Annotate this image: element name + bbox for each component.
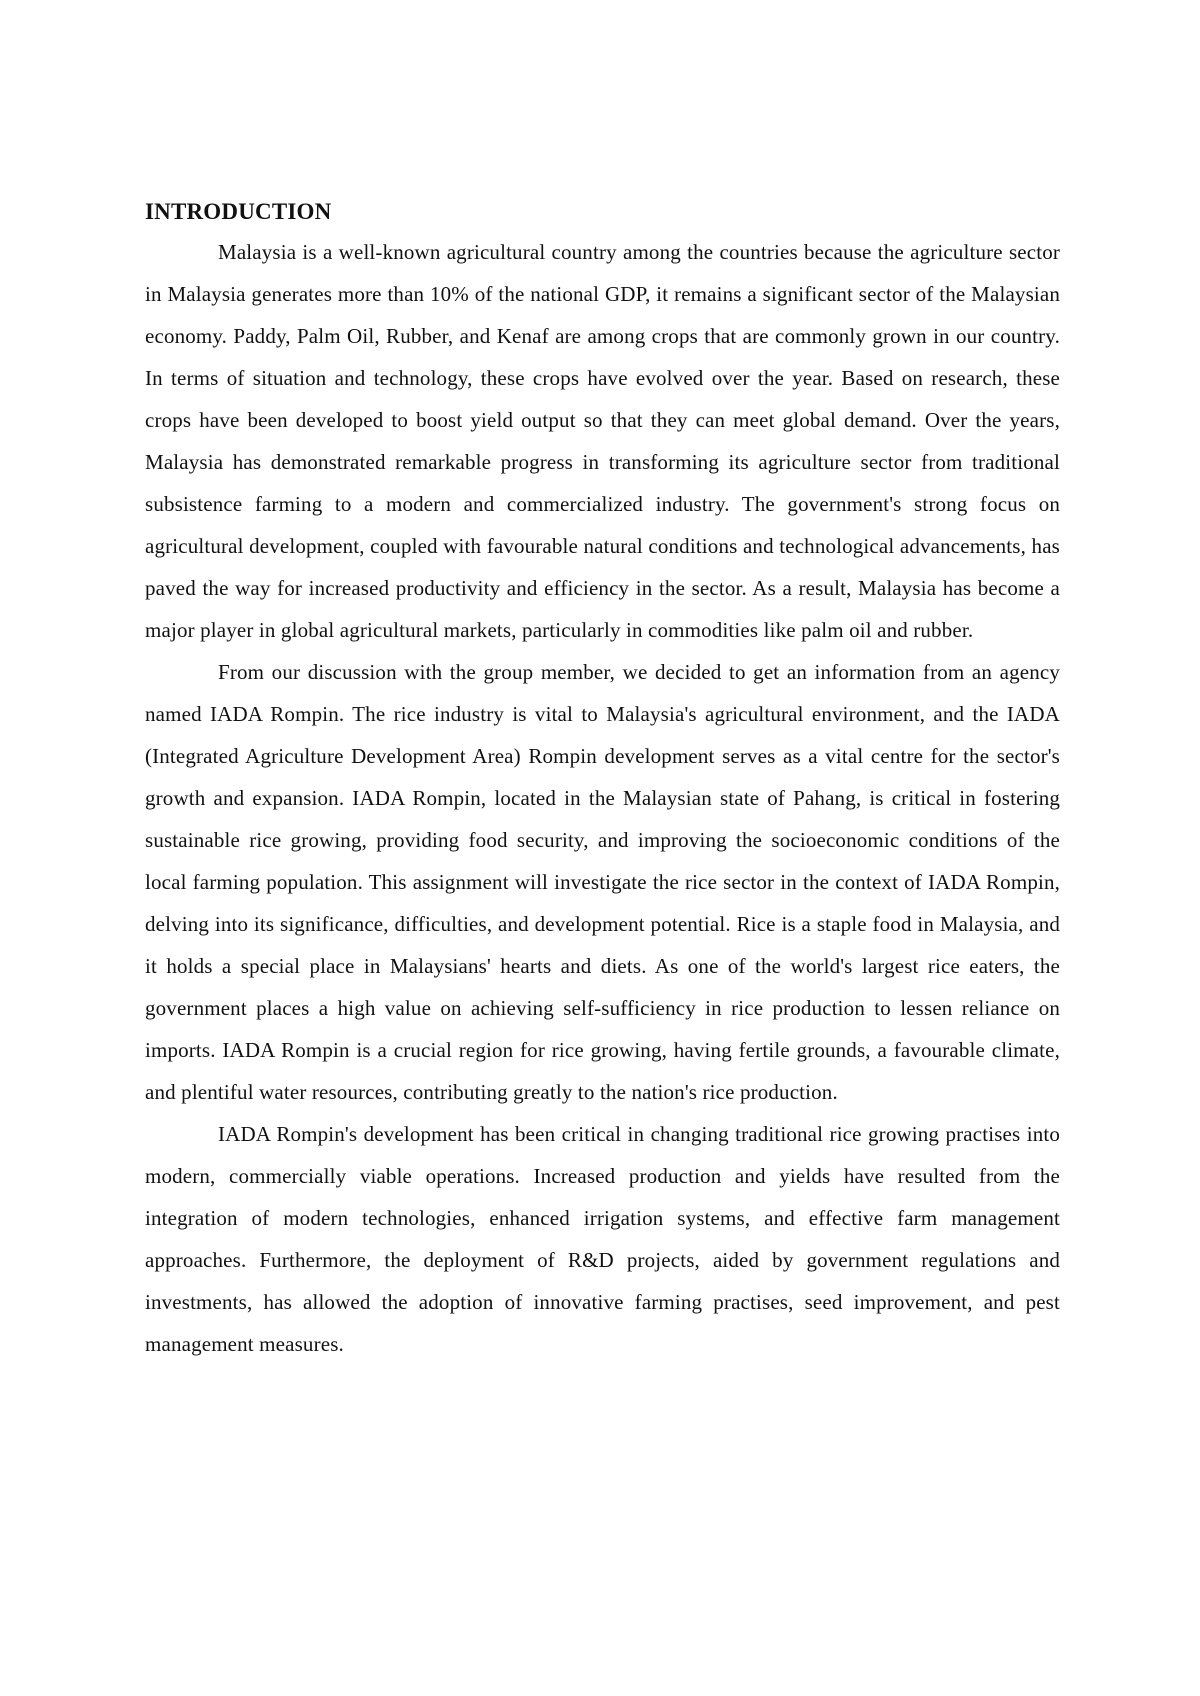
paragraph-1: Malaysia is a well-known agricultural country among the countries because the agriculture sector in Malaysia generates more than 10% of the national GDP, it remains a significant sector of the Malaysian economy. Paddy, Palm Oil, Rubber, and Kenaf are among crops that are commonly grown in our country. In terms of situation and technology, these crops have evolved over the year. Based on research, these crops have been developed to boost yield output so that they can meet global demand. Over the years, Malaysia has demonstrated remarkable progress in transforming its agriculture sector from traditional subsistence farming to a modern and commercialized industry. The government's strong focus on agricultural development, coupled with favourable natural conditions and technological advancements, has paved the way for increased productivity and efficiency in the sector. As a result, Malaysia has become a major player in global agricultural markets, particularly in commodities like palm oil and rubber. [145,240,1060,642]
paragraph-2: From our discussion with the group member, we decided to get an information from an agency named IADA Rompin. The rice industry is vital to Malaysia's agricultural environment, and the IADA (Integrated Agriculture Development Area) Rompin development serves as a vital centre for the sector's growth and expansion. IADA Rompin, located in the Malaysian state of Pahang, is critical in fostering sustainable rice growing, providing food security, and improving the socioeconomic conditions of the local farming population. This assignment will investigate the rice sector in the context of IADA Rompin, delving into its significance, difficulties, and development potential. Rice is a staple food in Malaysia, and it holds a special place in Malaysians' hearts and diets. As one of the world's largest rice eaters, the government places a high value on achieving self-sufficiency in rice production to lessen reliance on imports. IADA Rompin is a crucial region for rice growing, having fertile grounds, a favourable climate, and plentiful water resources, contributing greatly to the nation's rice production. [145,660,1060,1104]
section-heading: INTRODUCTION [145,199,332,224]
document-body [145,194,1060,1365]
paragraph-3: IADA Rompin's development has been critical in changing traditional rice growing practises into modern, commercially viable operations. Increased production and yields have resulted from the integration of modern technologies, enhanced irrigation systems, and effective farm management approaches. Furthermore, the deployment of R&D projects, aided by government regulations and investments, has allowed the adoption of innovative farming practises, seed improvement, and pest management measures. [145,1122,1060,1356]
